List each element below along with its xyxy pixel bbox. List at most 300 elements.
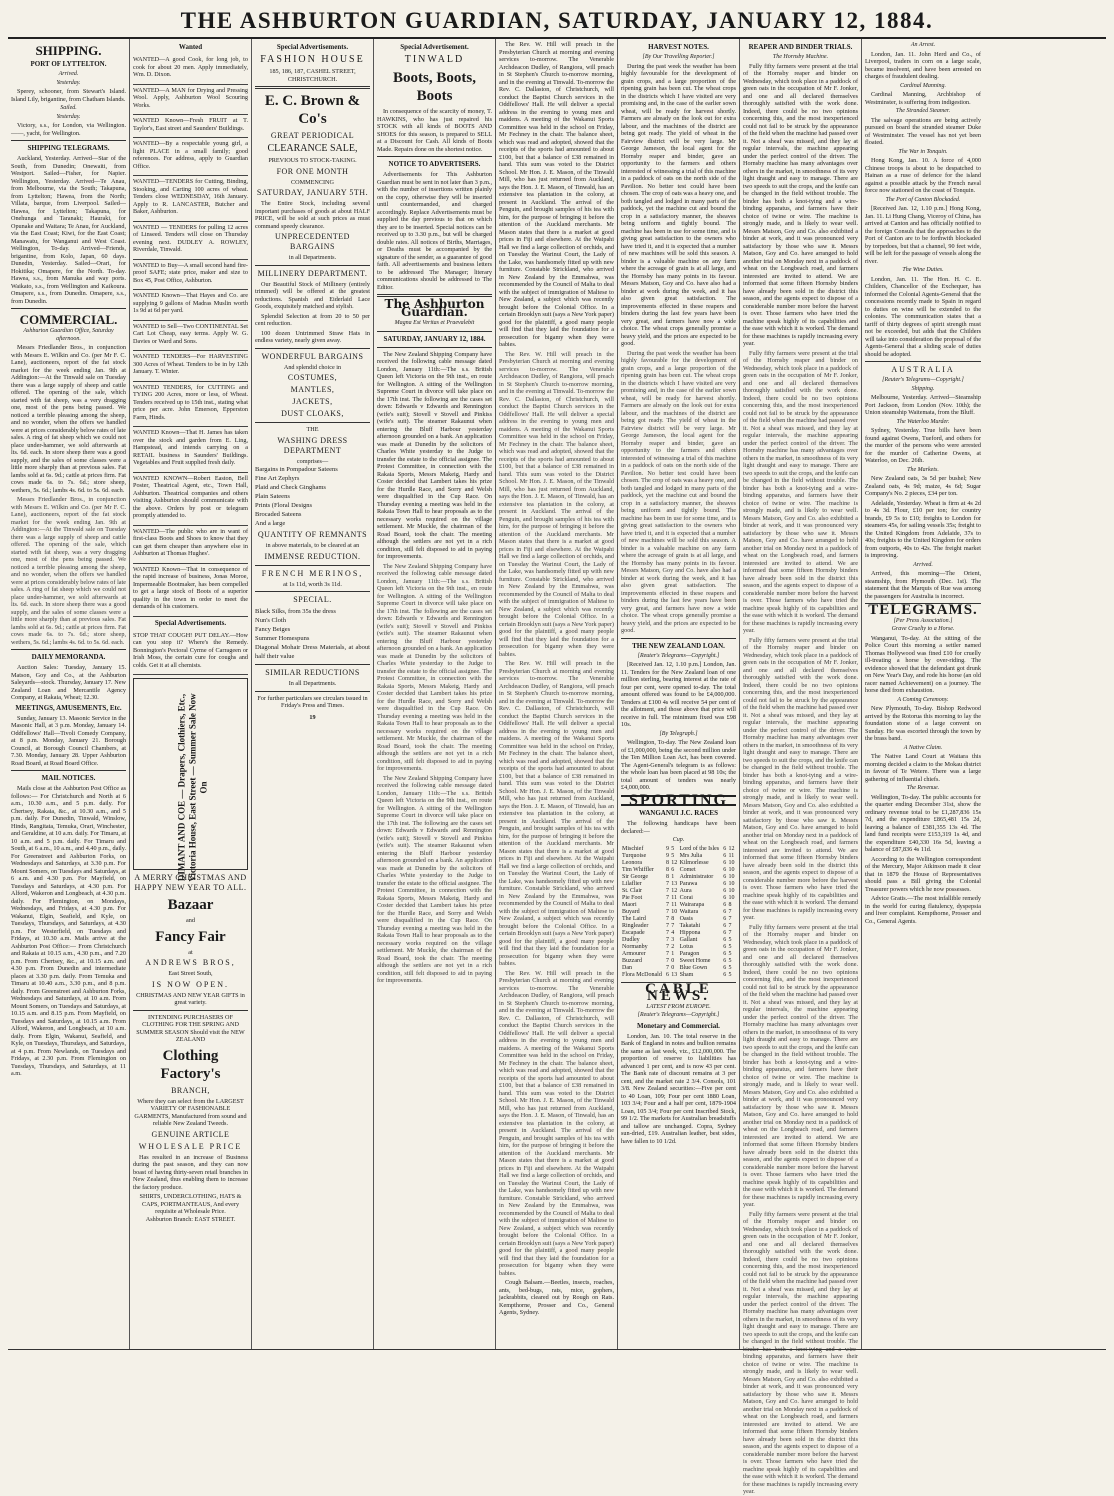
handicap-cell: 0 bbox=[671, 957, 675, 964]
local-news-body: The Rev. W. Hill will preach in the Presbyterian Church at morning and evening services to-morrow. The Venerable Archdeacon Dudley, of Rangiora, will preach in St Stephen's Church to-morrow morning, and in the evening at Tinwald. To-morrow the Rev. C. Dallaston, of Christchurch, will conduct the Baptist Church services in the Oddfellows' Hall. He will deliver a special address in the evening to young men and maidens. A meeting of the Wakanui Sports Committee was held in the school on Friday, Mr Fechney in the chair. The balance sheet, which was read and adopted, showed that the receipts of the sports had amounted to about £100, but that a balance of £38 remained in hand. This sum was voted to the District School. Mr Hon. J. E. Mason, of the Tinwald Mill, who has just returned from Auckland, says the Hon. J. E. Mason, of Tinwald, has an extensive tea plantation in the colony, at present in Auckland. The arrival of the Penguin, and brought samples of his tea with him, for the purpose of bringing it before the attention of the Auckland merchants. Mr Mason states that there is a market at good prices in Fiji and elsewhere. At the Waipahi Hall we find a large collection of orchids, and on Tuesday the Warinui Court, the Lady of the Lake, was handsomely fitted up with new furniture. Constable Strickland, who arrived in New Zealand by the Emmahwa, was recommended by the Council of Malta to deal with the subject of immigration of Maltese to New Zealand, a subject which was recently brought before the Colonial Office. In a certain Brooklyn suit (says a New York paper) good for the plaintiff, a good many people will find that they laid the foundation for a prosecution for bigamy when they were babies. bbox=[499, 41, 614, 348]
handicap-cell: 10 bbox=[671, 908, 678, 915]
arrived-heading: Arrived. bbox=[913, 561, 933, 568]
handicap-row bbox=[621, 937, 736, 944]
dimant-coe-text: DIMANT AND COE — Drapers, Clothiers, Etc., Victoria House, East Street — Summer Sale Now On bbox=[176, 693, 209, 882]
handicap-cell: 7 bbox=[665, 880, 669, 887]
east-street: East Street South, bbox=[168, 970, 213, 977]
handicap-cell: 5 bbox=[671, 845, 675, 852]
handicap-cell: 10 bbox=[728, 887, 735, 894]
special-ads-heading: Special Advertisements. bbox=[154, 618, 227, 627]
handicap-cell: 7 bbox=[728, 908, 732, 915]
handicap-cell: 6 bbox=[723, 943, 727, 950]
special-ad-heading: Special Advertisement. bbox=[400, 43, 469, 51]
handicap-cell: 10 bbox=[728, 866, 735, 873]
handicap-cell: 5 bbox=[728, 950, 732, 957]
branch-title: BRANCH, bbox=[171, 1085, 210, 1095]
clearance-sale: CLEARANCE SALE, bbox=[267, 143, 358, 154]
local-news-body-cont: The Rev. W. Hill will preach in the Presbyterian Church at morning and evening services to-morrow. The Venerable Archdeacon Dudley, of Rangiora, will preach in St Stephen's Church to-morrow morning, and in the evening at Tinwald. To-morrow the Rev. C. Dallaston, of Christchurch, will conduct the Baptist Church services in the Oddfellows' Hall. He will deliver a special address in the evening to young men and maidens. A meeting of the Wakanui Sports Committee was held in the school on Friday, Mr Fechney in the chair. The balance sheet, which was read and adopted, showed that the receipts of the sports had amounted to about £100, but that a balance of £38 remained in hand. This sum was voted to the District School. Mr Hon. J. E. Mason, of the Tinwald Mill, who has just returned from Auckland, says the Hon. J. E. Mason, of Tinwald, has an extensive tea plantation in the colony, at present in Auckland. The arrival of the Penguin, and brought samples of his tea with him, for the purpose of bringing it before the attention of the Auckland merchants. Mr Mason states that there is a market at good prices in Fiji and elsewhere. At the Waipahi Hall we find a large collection of orchids, and on Tuesday the Warinui Court, the Lady of the Lake, was handsomely fitted up with new furniture. Constable Strickland, who arrived in New Zealand by the Emmahwa, was recommended by the Council of Malta to deal with the subject of immigration of Maltese to New Zealand, a subject which was recently brought before the Colonial Office. In a certain Brooklyn suit (says a New York paper) good for the plaintiff, a good many people will find that they laid the foundation for a prosecution for bigamy when they were babies. bbox=[499, 660, 614, 967]
arrived-text: Arrived, this morning—The Orient, steamship, from Plymouth (Dec. 1st). The statement that the Marquis of Rue was among the passengers for Australia is incorrect. bbox=[865, 570, 981, 600]
intending-text: INTENDING PURCHASERS OF CLOTHING FOR THE SPRING AND SUMMER SEASON Should visit the NEW ZEALAND bbox=[136, 1013, 245, 1043]
handicap-cell: 4 bbox=[671, 929, 675, 936]
wanted-heading: Wanted bbox=[178, 43, 203, 51]
dust-cloaks: DUST CLOAKS, bbox=[281, 409, 344, 418]
handicap-cell: Leonora bbox=[622, 859, 642, 866]
in-departments: In all Departments. bbox=[288, 680, 337, 687]
handicap-cell: St. Clair bbox=[622, 887, 643, 894]
handicap-cell: 5 bbox=[671, 852, 675, 859]
commercial-heading: COMMERCIAL. bbox=[19, 312, 118, 327]
handicap-cell: 7 bbox=[728, 929, 732, 936]
cruelty-heading: Grave Cruelty to a Horse. bbox=[891, 626, 955, 632]
handicap-cell: 1 bbox=[671, 873, 675, 880]
wanted-ad: WANTED Known—That in consequence of the rapid increase of business, Jonas Moroe, Impermeable Bootmaker, has been compelled to get a large stock of Boots of a superior quality in the town in order to meet the demands of his customers. bbox=[133, 564, 248, 617]
handicap-row bbox=[621, 853, 736, 860]
the-word: THE bbox=[306, 426, 319, 433]
wanted-ad: WANTED Known—That H. James has taken over the stock and garden from E. Ling, Hampstead, and intends carrying on a RETAIL business in Saunders' Buildings. Vegetables and Fruit supplied fresh daily. bbox=[133, 427, 248, 473]
handicap-cell: 6 bbox=[723, 957, 727, 964]
handicap-cell: 6 bbox=[723, 859, 727, 866]
handicap-row bbox=[621, 846, 736, 853]
handicap-cell: 5 bbox=[728, 971, 732, 978]
handicap-cell: Ringleader bbox=[622, 922, 649, 929]
handicap-cell: Gallant bbox=[679, 936, 698, 943]
handicap-cell: 13 bbox=[671, 880, 678, 887]
reaper-text-cont: Fully fifty farmers were present at the trial of the Hornsby reaper and binder on Wednesday, which took place in a paddock of green oats in the occupation of Mr F. Jonker, and one and all declared themselves thoroughly satisfied with the work done. Indeed, there could be no two opinions concerning this, and the most inexperienced could not fail to be struck by the appearance of the field when the machine had passed over it. Not a sheaf was missed, and they lay at regular intervals, the machine appearing under the perfect control of the driver. The Hornsby machine has many advantages over others in the market, in smoothness of its very light draught and easy to manage. There are two speeds to suit the crops, and the knife can be changed in the field without trouble. The binder has both a knot-tying and a wire-binding apparatus, and farmers have their choice of twine or wire. The machine is strongly made, and is likely to wear well. Messrs Matson, Goy and Co. also exhibited a binder at work, and it was pronounced very satisfactory by those who saw it. Messrs Matson, Goy and Co. have arranged to hold another trial on Monday next in a paddock of wheat on the Longbeach road, and farmers interested are invited to attend. We are informed that some fifteen Hornsby binders have already been sold in the district this season, and the agents expect to dispose of a considerable number more before the harvest is over. Those farmers who have tried the machine speak highly of its capabilities and the ease with which it is worked. The demand for these machines is rapidly increasing every year. bbox=[743, 923, 858, 1208]
steamer-heading: The Stranded Steamer. bbox=[895, 108, 951, 114]
french-merinos: FRENCH MERINOS, bbox=[261, 568, 364, 578]
handicap-row bbox=[621, 916, 736, 923]
handicap-cell: Hippona bbox=[679, 929, 701, 936]
handicap-row bbox=[621, 965, 736, 972]
handicap-cell: Kilmorlesse bbox=[679, 859, 709, 866]
handicap-cell: Lord of the Isles bbox=[679, 845, 720, 852]
jackets: JACKETS, bbox=[292, 397, 333, 406]
sale-date: SATURDAY, JANUARY 5TH. bbox=[256, 188, 369, 197]
reaper-text: Fully fifty farmers were present at the trial of the Hornsby reaper and binder on Wednesday, which took place in a paddock of green oats in the occupation of Mr F. Jonker, and one and all declared themselves thoroughly satisfied with the work done. Indeed, there could be no two opinions concerning this, and the most inexperienced could not fail to be struck by the appearance of the field when the machine had passed over it. Not a sheaf was missed, and they lay at regular intervals, the machine appearing under the perfect control of the driver. The Hornsby machine has many advantages over others in the market, in smoothness of its very light draught and easy to manage. There are two speeds to suit the crops, and the knife can be changed in the field without trouble. The binder has both a knot-tying and a wire-binding apparatus, and farmers have their choice of twine or wire. The machine is strongly made, and is likely to wear well. Messrs Matson, Goy and Co. also exhibited a binder at work, and it was pronounced very satisfactory by those who saw it. Messrs Matson, Goy and Co. have arranged to hold another trial on Monday next in a paddock of wheat on the Longbeach road, and farmers interested are invited to attend. We are informed that some fifteen Hornsby binders have already been sold in the district this season, and the agents expect to dispose of a considerable number more before the harvest is over. Those farmers who have tried the machine speak highly of its capabilities and the ease with which it is worked. The demand for these machines is rapidly increasing every year. bbox=[743, 62, 858, 347]
cable-news-heading: CABLE NEWS. bbox=[645, 980, 712, 1004]
xmas-heading: A MERRY CHRISTMAS AND HAPPY NEW YEAR TO ALL. bbox=[134, 873, 247, 892]
revenue-text: Wellington, To-day. The public accounts for the quarter ending December 31st, show the ordinary revenue total to be £1,287,836 15s 7d, and the expenditure £865,481 15s 2d, leaving a balance of £381,355 13s 4d. The land fund receipts were £153,319 1s 4d, and the expenditure £40,330 16s 5d, leaving a balance of £87,836 4s 11d. bbox=[865, 793, 981, 853]
cruelty-text: Wanganui, To-day. At the sitting of the Police Court this morning a settler named Thomas Hollywood was fined £10 for cruelly ill-treating a horse by over-riding. The evidence showed that the defendant got drunk on New Year's Day, and rode his horse (an old racer named Achievement) on a journey. The horse died from exhaustion. bbox=[865, 634, 981, 694]
handicap-cell: 7 bbox=[728, 915, 732, 922]
column-6 bbox=[618, 39, 740, 1349]
handicap-cell: 7 bbox=[671, 922, 675, 929]
handicap-cell: Wairarapa bbox=[679, 901, 705, 908]
handicap-row bbox=[621, 902, 736, 909]
handicap-cell: 0 bbox=[671, 964, 675, 971]
handicap-cell: 1 bbox=[671, 950, 675, 957]
notice-text: Advertisements for This Ashburton Guardian must be sent in not later than 3 p.m., with the number of insertions written plainly on the copy, otherwise they will be inserted until countermanded, and charged accordingly. Replace Advertisements must be supplied the day previous to that on which they are to be inserted. Special notices can be received up to 3.30 p.m., but will be charged double rates. All notices of Births, Marriages, or Deaths must be accompanied by the signature of the sender, as a guarantee of good faith. All advertisements and business letters to be addressed The Manager; literary communications should be addressed to The Editor. bbox=[377, 171, 492, 291]
handicap-cell: Mrs Julia bbox=[679, 852, 703, 859]
wanted-ad: WANTED—The public who are in want of first-class Boots and Shoes to know that they can get them cheaper than anywhere else in Ashburton at Thomas Hughes'. bbox=[133, 526, 248, 564]
handicap-cell: Waitara bbox=[679, 908, 699, 915]
dozen-hats: 100 dozen Untrimmed Straw Hats in endless variety, nearly given away. bbox=[255, 329, 370, 344]
handicap-cell: The Laird bbox=[622, 915, 646, 922]
column-8 bbox=[862, 39, 984, 1349]
handicap-cell: 7 bbox=[665, 943, 669, 950]
handicap-cell: 9 bbox=[665, 845, 669, 852]
handicap-cell: 8 bbox=[671, 915, 675, 922]
handicap-cell: 7 bbox=[665, 894, 669, 901]
handicap-cell: 6 bbox=[723, 845, 727, 852]
advice-gratis-advt: Advice Gratis.—The most infallible remedy in the world for curing flatulency, dyspepsia and liver complaint. Kempthorne, Prosser and Co., General Agents. bbox=[865, 895, 981, 925]
handicap-cell: 7 bbox=[665, 957, 669, 964]
choice-text: And splendid choice in bbox=[283, 363, 342, 371]
handicap-cell: 2 bbox=[671, 943, 675, 950]
handicap-cell: 6 bbox=[723, 971, 727, 978]
wonderful-bargains: WONDERFUL BARGAINS bbox=[261, 351, 364, 361]
monetary-heading: Monetary and Commercial. bbox=[637, 1021, 720, 1030]
handicap-cell: 12 bbox=[671, 887, 678, 894]
handicap-row bbox=[621, 867, 736, 874]
local-news-body-cont: The Rev. W. Hill will preach in the Presbyterian Church at morning and evening services to-morrow. The Venerable Archdeacon Dudley, of Rangiora, will preach in St Stephen's Church to-morrow morning, and in the evening at Tinwald. To-morrow the Rev. C. Dallaston, of Christchurch, will conduct the Baptist Church services in the Oddfellows' Hall. He will deliver a special address in the evening to young men and maidens. A meeting of the Wakanui Sports Committee was held in the school on Friday, Mr Fechney in the chair. The balance sheet, which was read and adopted, showed that the receipts of the sports had amounted to about £100, but that a balance of £38 remained in hand. This sum was voted to the District School. Mr Hon. J. E. Mason, of the Tinwald Mill, who has just returned from Auckland, says the Hon. J. E. Mason, of Tinwald, has an extensive tea plantation in the colony, at present in Auckland. The arrival of the Penguin, and brought samples of his tea with him, for the purpose of bringing it before the attention of the Auckland merchants. Mr Mason states that there is a market at good prices in Fiji and elsewhere. At the Waipahi Hall we find a large collection of orchids, and on Tuesday the Warinui Court, the Lady of the Lake, was handsomely fitted up with new furniture. Constable Strickland, who arrived in New Zealand by the Emmahwa, was recommended by the Council of Malta to deal with the subject of immigration of Maltese to New Zealand, a subject which was recently brought before the Colonial Office. In a certain Brooklyn suit (says a New York paper) good for the plaintiff, a good many people will find that they laid the foundation for a prosecution for bigamy when they were babies. bbox=[499, 350, 614, 658]
ceremony-heading: A Coming Ceremony. bbox=[897, 696, 949, 703]
newspaper-page bbox=[8, 6, 1106, 1495]
wine-heading: The Wine Duties. bbox=[902, 267, 944, 273]
handicap-cell: Normanby bbox=[622, 943, 648, 950]
handicap-cell: Takatahi bbox=[679, 922, 701, 929]
handicap-cell: 7 bbox=[665, 915, 669, 922]
press-association: [Per Press Association.] bbox=[893, 617, 953, 624]
adelaide-text: Adelaide, Yesterday. Wheat is firm at 4s 2d to 4s 3d. Flour, £10 per ton; for country brands, £9 5s to £10; freights to London for steamers 45s, for sailing vessels 35s; freight to the United Kingdom from Adelaide, 37s to 40s; freights to the United Kingdom for orders from outports, 40s to 42s. The freight market is improving. bbox=[865, 499, 981, 559]
handicap-cell: 11 bbox=[671, 894, 678, 901]
handicap-cell: 7 bbox=[665, 936, 669, 943]
handicap-cell: 6 bbox=[723, 866, 727, 873]
commercial-text: Messrs Friedlander Bros., in conjunction with Messrs E. Wilkin and Co. (per Mr F. C. Lane), auctioneers, report of the fat stock market for the week ending Jan. 9th at Addington:—At the Tinwald sale on Tuesday there was a large supply of sheep and cattle offered. The opening of the sale, which started with fat sheep, was a very dragging one, most of the pens being passed. We noticed a terrible pleasing among the sheep, and no wonder, when the offers we handled were at prices considerably below rates of late sales. A ring of fat sheep which we could not place under-hammer, we sold afterwards at lts. 6d. each. In store sheep there was a good supply, and the sales of some classes were a little more sharply than at previous sales. Fat lambs sold at 6s. 9d.; cattle at prices firm. Fat cows made 6s. to 7s. 6d.; store sheep, wethers, 5s. 6d.; lambs 4s. 6d. to 5s. 6d. each. bbox=[11, 344, 126, 494]
in-all-depts: in all Departments. bbox=[288, 254, 337, 261]
handicap-cell: 6 bbox=[665, 971, 669, 978]
memoranda-text: Auction Sales: Tuesday, January 15. Matson, Goy and Co., at the Ashburton Saleyards—stock. Thursday, January 17. New Zealand Loan and Mercantile Agency Company, at Rakaia, Wheat; 12.30. bbox=[11, 664, 126, 701]
editorial-date: SATURDAY, JANUARY 12, 1884. bbox=[383, 334, 486, 343]
wash-item: Prints (Floral Designs bbox=[255, 502, 313, 509]
reaper-text-cont: Fully fifty farmers were present at the trial of the Hornsby reaper and binder on Wednesday, which took place in a paddock of green oats in the occupation of Mr F. Jonker, and one and all declared themselves thoroughly satisfied with the work done. Indeed, there could be no two opinions concerning this, and the most inexperienced could not fail to be struck by the appearance of the field when the machine had passed over it. Not a sheaf was missed, and they lay at regular intervals, the machine appearing under the perfect control of the driver. The Hornsby machine has many advantages over others in the market, in smoothness of its very light draught and easy to manage. There are two speeds to suit the crops, and the knife can be changed in the field without trouble. The binder has both a knot-tying and a wire-binding apparatus, and farmers have their choice of twine or wire. The machine is strongly made, and is likely to wear well. Messrs Matson, Goy and Co. also exhibited a binder at work, and it was pronounced very satisfactory by those who saw it. Messrs Matson, Goy and Co. have arranged to hold another trial on Monday next in a paddock of wheat on the Longbeach road, and farmers interested are invited to attend. We are informed that some fifteen Hornsby binders have already been sold in the district this season, and the agents expect to dispose of a considerable number more before the harvest is over. Those farmers who have tried the machine speak highly of its capabilities and the ease with which it is worked. The demand for these machines is rapidly increasing every year. bbox=[743, 349, 858, 634]
manning-heading: Cardinal Manning. bbox=[899, 82, 947, 89]
telegraph-text: Wellington, To-day. The New Zealand loan of £1,000,000, being the second million under the Ten Million Loan Act, has been covered. The Agent-General's telegram is as follows: the whole loan has been placed at 98 10s; the total amount of tenders was nearly £4,000,000. bbox=[621, 739, 736, 791]
column-1 bbox=[8, 39, 130, 1349]
races-intro: The following handicaps have been declared:— bbox=[621, 820, 736, 835]
handicap-row bbox=[621, 874, 736, 881]
handicap-cell: 6 bbox=[723, 915, 727, 922]
australia-heading: AUSTRALIA bbox=[891, 365, 955, 374]
handicap-row bbox=[621, 923, 736, 930]
arrived-text: Sperey, schooner, from Stewart's Island. Island Lily, brigantine, from Chatham Islands. bbox=[11, 88, 126, 103]
telegraph-heading: [By Telegraph.] bbox=[659, 730, 698, 737]
wholesale-text: Has resulted in an increase of Business during the past season, and they can now boast of having thirty-seven retail branches in New Zealand, thus enabling them to increase the factory produce. bbox=[133, 1153, 248, 1191]
wash-item: Fine Art Zephyrs bbox=[255, 475, 300, 482]
reaper-text-cont: Fully fifty farmers were present at the trial of the Hornsby reaper and binder on Wednesday, which took place in a paddock of green oats in the occupation of Mr F. Jonker, and one and all declared themselves thoroughly satisfied with the work done. Indeed, there could be no two opinions concerning this, and the most inexperienced could not fail to be struck by the appearance of the field when the machine had passed over it. Not a sheaf was missed, and they lay at regular intervals, the machine appearing under the perfect control of the driver. The Hornsby machine has many advantages over others in the market, in smoothness of its very light draught and easy to manage. There are two speeds to suit the crops, and the knife can be changed in the field without trouble. The binder has both a knot-tying and a wire-binding apparatus, and farmers have their choice of twine or wire. The machine is strongly made, and is likely to wear well. Messrs Matson, Goy and Co. also exhibited a binder at work, and it was pronounced very satisfactory by those who saw it. Messrs Matson, Goy and Co. have arranged to hold another trial on Monday next in a paddock of wheat on the Longbeach road, and farmers interested are invited to attend. We are informed that some fifteen Hornsby binders have already been sold in the district this season, and the agents expect to dispose of a considerable number more before the harvest is over. Those farmers who have tried the machine speak highly of its capabilities and the ease with which it is worked. The demand for these machines is rapidly increasing every year. bbox=[743, 1210, 858, 1495]
sporting-heading: SPORTING bbox=[621, 795, 736, 807]
handicap-cell: Parawa bbox=[679, 880, 698, 887]
cable-sub: LATEST FROM EUROPE. bbox=[646, 1003, 711, 1010]
handicap-row bbox=[621, 881, 736, 888]
handicap-cell: Buzzard bbox=[622, 957, 642, 964]
commencing: COMMENCING bbox=[291, 178, 334, 186]
nz-loan-heading: THE NEW ZEALAND LOAN. bbox=[632, 641, 725, 650]
reaper-sub: The Hornsby Machine. bbox=[772, 54, 829, 60]
millinery-heading: MILLINERY DEPARTMENT. bbox=[257, 268, 368, 278]
handicap-cell: Armourer bbox=[622, 950, 646, 957]
handicap-cell: Maori bbox=[622, 901, 637, 908]
column-5 bbox=[496, 39, 618, 1349]
sailed-text: Victory, s.s., for London, via Wellington. ——, yacht, for Wellington. bbox=[11, 122, 126, 137]
handicap-cell: 6 bbox=[723, 887, 727, 894]
handicap-cell: 6 bbox=[723, 929, 727, 936]
handicap-cell: Pie Foot bbox=[622, 894, 643, 901]
previous-stocktaking: PREVIOUS TO STOCK-TAKING. bbox=[268, 157, 357, 164]
tonquin-heading: The War in Tonquin. bbox=[898, 148, 948, 155]
handicap-cell: 7 bbox=[665, 887, 669, 894]
handicap-cell: 7 bbox=[665, 950, 669, 957]
harvest-notes-heading: HARVEST NOTES. bbox=[648, 43, 709, 51]
wanted-ad: WANTED—A good Cook, for long job, to cook for about 20 men. Apply immediately, Wm. D. Dixon. bbox=[133, 54, 248, 85]
handicap-cell: Turquoise bbox=[622, 852, 647, 859]
native-claim-text: The Native Land Court at Waitara this morning decided a claim to the Mokau district in favour of Te Wetere. There was a large gathering of influential chiefs. bbox=[865, 753, 981, 783]
handicap-cell: Lotus bbox=[679, 943, 694, 950]
handicap-cell: 6 bbox=[723, 922, 727, 929]
shirts-text: SHIRTS, UNDERCLOTHING, HATS & CAPS, PORTMANTEAUS, And every requisite at Wholesale Price. bbox=[139, 1193, 242, 1215]
handicap-cell: 8 bbox=[665, 859, 669, 866]
arrest-text: London, Jan. 11. John Herd and Co., of Liverpool, traders in corn on a large scale, became insolvent, and have been arrested on charges of fraudulent dealing. bbox=[865, 50, 981, 80]
handicap-cell: 7 bbox=[665, 922, 669, 929]
handicap-cell: 7 bbox=[665, 929, 669, 936]
steamer-text: The salvage operations are being actively pursued on board the stranded steamer Duke of Westminster. The vessel has not yet been floated. bbox=[865, 116, 981, 146]
branch-address: Ashburton Branch: EAST STREET. bbox=[145, 1215, 236, 1223]
splendid-text: Splendid Selection at from 20 to 50 per cent reduction. bbox=[255, 312, 370, 327]
wanted-ad: WANTED — TENDERS for pulling 12 acres of Linseed. Tenders will close on Thursday evening next. DUDLEY A. ROWLEY, Riverdale, Tinwald. bbox=[133, 222, 248, 260]
handicap-row bbox=[621, 951, 736, 958]
handicap-row bbox=[621, 860, 736, 867]
handicap-cell: 13 bbox=[671, 971, 678, 978]
reduction-text: in above materials, to be cleared at an bbox=[265, 542, 360, 549]
handicap-cell: 6 bbox=[723, 908, 727, 915]
now-open: IS NOW OPEN. bbox=[152, 979, 229, 989]
tonquin-text: Hong Kong, Jan. 10. A force of 4,000 Chinese troops is about to be despatched to Hainan as a ruse of defence for the island against a possible attack by the French naval force now stationed on the coast of Tonquin. bbox=[865, 157, 981, 194]
handicap-cell: 6 bbox=[723, 901, 727, 908]
wash-item: Plaid and Check Ginghams bbox=[255, 484, 326, 491]
special-item: Nun's Cloth bbox=[255, 617, 286, 624]
branch-text: Where they can select from the LARGEST VARIETY OF FASHIONABLE GARMENTS, Manufactured from sound and reliable New Zealand Tweeds. bbox=[134, 1097, 247, 1127]
handicap-cell: 8 bbox=[728, 901, 732, 908]
telegrams-heading: TELEGRAMS. bbox=[868, 602, 978, 618]
handicap-cell: 12 bbox=[671, 859, 678, 866]
mantles: MANTLES, bbox=[290, 385, 335, 394]
sailed-day: Yesterday. bbox=[56, 113, 81, 120]
port-heading: PORT OF LYTTELTON. bbox=[30, 60, 107, 68]
handicap-cell: Blue Gown bbox=[679, 964, 708, 971]
handicap-cell: 7 bbox=[665, 908, 669, 915]
mail-notices-text: Mails close at the Ashburton Post Office as follows:— For Christchurch and North at 6 a.m., 10.30 a.m., and 5 p.m. daily. For Chertsey, Rakaia, &c., at 10.30 a.m., and 5 p.m. daily. For Dunedin, Tinwald, Winslow, Hinds, Rangitata, Temuka, Orari, Winchester, and Geraldine, at 10 a.m. daily. For Timaru, at 10 a.m. and 5 p.m. daily. For Timaru and South, at 6 a.m., 10 a.m., and 4.40 p.m., daily. For Greenstreet and Ashburton Forks, on Wednesdays and Saturdays, at 3.30 p.m. For Mount Somers, on Tuesdays and Saturdays, at 6 a.m. and 4.30 p.m. For Mayfield, on Tuesdays and Saturdays, at 4.30 p.m. For Alford, Wakeron and Longbeach, at 4.30 p.m. daily. For Flemington, on Mondays, Wednesdays, and Fridays, at 4.30 p.m. For Wakanui, Elgin, Seafield, and Kyle, on Tuesdays, Thursdays, and Saturdays, at 4.30 p.m. For Westerfield, on Tuesdays and Fridays, at 10.30 a.m. Mails arrive at the Ashburton Post Office:— From Christchurch and Rakaia at 10.15 a.m., 4.30 p.m., and 7.20 p.m. From Chertsey, &c., at 10.15 a.m. and 4.30 p.m. From Dunedin and intermediate places at 3.30 p.m. daily. From Temuka and Timaru at 10.40 a.m., 3.30 p.m., and 8 p.m. daily. From Greenstreet and Ashburton Forks, Wednesdays and Saturdays, at 10 a.m. From Mount Somers, on Tuesdays and Saturdays, at 10.15 a.m. and 8.15 p.m. From Mayfield, on Tuesdays and Saturdays, at 10.15 a.m. From Alford, Wakeron, and Longbeach, at 10 a.m. daily. From Elgin, Wakanui, Seafield, and Kyle, on Tuesdays, Thursdays, and Saturdays, at 4 p.m. From Newlands, on Tuesdays and Fridays, at 2.30 p.m. From Flemington on Tuesdays, Thursdays, and Saturdays, at 11 a.m. bbox=[11, 785, 126, 1077]
boots-text: In consequence of the scarcity of money, T. HAWKINS, who has just repaired his STOCK with all kinds of BOOTS AND SHOES for this season, is prepared to SELL at a Discount for Cash. All kinds of Boots Made. Repairs done on the shortest notice. bbox=[377, 108, 492, 153]
manning-text: Cardinal Manning, Archbishop of Westminster, is suffering from indigestion. bbox=[865, 91, 981, 106]
circulars-text: For further particulars see circulars issued in Friday's Press and Times. bbox=[257, 694, 368, 709]
similar-reductions: SIMILAR REDUCTIONS bbox=[265, 668, 360, 677]
arrest-heading: An Arrest. bbox=[910, 42, 936, 48]
arrived-day: Yesterday. bbox=[56, 79, 81, 86]
columns bbox=[8, 39, 1106, 1495]
column-3 bbox=[252, 39, 374, 1349]
wanted-ad: WANTED TENDERS—For HARVESTING 300 Acres of Wheat. Tenders to be in by 12th January. T. Winter. bbox=[133, 351, 248, 382]
handicap-cell: 11 bbox=[671, 901, 678, 908]
handicap-cell: Administrator bbox=[679, 873, 714, 880]
handicap-cell: 9 bbox=[665, 852, 669, 859]
handicap-cell: Sir George bbox=[622, 873, 649, 880]
handicap-row bbox=[621, 888, 736, 895]
handicap-cell: Corai bbox=[679, 894, 693, 901]
daily-memoranda-heading: DAILY MEMORANDA. bbox=[31, 653, 106, 661]
canton-heading: The Port of Canton Blockaded. bbox=[885, 196, 961, 203]
australia-sub: [Reuter's Telegrams—Copyright.] bbox=[882, 377, 964, 383]
reaper-trials-heading: REAPER AND BINDER TRIALS. bbox=[748, 43, 853, 51]
shipping-telegrams-text: Auckland, Yesterday. Arrived—Star of the South, from Dunedin; Onewaiti, from Westport. Sailed—Fisher, for Napier. Wellington, Yesterday. Arrived—Te Anau, from Melbourne, via the South; Takapuna, from Lyttelton; Hawea, from the North; Villata, barque, from Liverpool. Sailed—Hawea, for Lyttelton; Takapuna, for Onehunga and Taranaki; Hauraki, for Opunake and Waitara; Te Anau, for Auckland, via the East Coast; Kiwi, for the East Coast; Manawatu, for Wanganui and West Coast. Wellington, To-day. Arrived—Friends, brigantine, from Kolo, Japan, 60 days. Dunedin, Yesterday. Sailed—Orari, for Hokitika; Omapere, for the North. To-day. Hawea, s.s., from Manuka and way ports. Waikato, s.s., from Wellington and Kaikoura. Omapere, s.s., from Dunedin. Omapere, s.s., from Dunedin. bbox=[11, 155, 126, 305]
handicap-cell: 5 bbox=[728, 936, 732, 943]
handicap-cell: Lilaflier bbox=[622, 880, 642, 887]
wash-item: Plain Sateens bbox=[255, 493, 290, 500]
handicap-cell: Sham bbox=[679, 971, 694, 978]
handicap-row bbox=[621, 909, 736, 916]
page-number: 19 bbox=[309, 713, 316, 721]
cable-sub2: [Reuter's Telegrams—Copyright.] bbox=[637, 1012, 720, 1018]
handicap-cell: Tim Whiffler bbox=[622, 866, 654, 873]
boots-title: Boots, Boots, Boots bbox=[393, 70, 476, 104]
editorial-body-cont: The New Zealand Shipping Company have received the following cable message dated London, January 11th:—The s.s. British Queen left Victoria on the 9th inst., en route for Wellington. A sitting of the Wellington Supreme Court in divorce will take place on the 17th inst. The following are the cases set down: Edwards v Edwards and Rennington (wife's suit); Stovell v Stovell and Pinkiss (wife's suit). The steamer Rakaunui when entering the Bluff Harbour yesterday afternoon grounded on a bank. An application was made at Dunedin by the solicitors of Charles White yesterday to the Judge to transfer the estate to the official assignee. The Protest Committee, in connection with the Rakaia Sports, Messrs Makeig, Hardy and Coster decided that Lambert takes his prize for the Hurdle Race, and Sorry and Welsh were disqualified in the Cup Race. On Thursday evening a meeting was held in the Rakaia Town Hall to hear proposals as to the necessary works required on the village settlement. Mr Muckle, the chairman of the Road Board, took the chair. The meeting although the settlers are not yet in a rich condition, still felt disposed to aid in paying for improvements. bbox=[377, 774, 492, 984]
special-item: Diagonal Mohair Dress Materials, at about half their value bbox=[255, 644, 370, 660]
andrews-bros: ANDREWS BROS, bbox=[145, 958, 236, 967]
special-ads-heading: Special Advertisements. bbox=[276, 43, 349, 51]
handicap-table bbox=[621, 846, 736, 979]
handicap-cell: Oasis bbox=[679, 915, 693, 922]
handicap-cell: 5 bbox=[728, 957, 732, 964]
xmas-goods: CHRISTMAS AND NEW YEAR GIFTS in great variety. bbox=[136, 991, 245, 1006]
washing-dept: WASHING DRESS DEPARTMENT bbox=[277, 435, 348, 455]
wanted-ad: WANTED—TENDERS for Cutting, Binding, Stooking, and Carting 100 acres of wheat. Tenders close WEDNESDAY, 16th January. Apply to R. LANCASTER, Butcher and Baker, Ashburton. bbox=[133, 176, 248, 222]
column-4 bbox=[374, 39, 496, 1349]
handicap-row bbox=[621, 972, 736, 979]
wash-item: And a large bbox=[255, 520, 286, 527]
column-7 bbox=[740, 39, 862, 1495]
handicap-cell: 7 bbox=[728, 922, 732, 929]
native-claim-heading: A Native Claim. bbox=[903, 744, 943, 751]
bazaar-title: Bazaar bbox=[167, 897, 214, 913]
handicap-cell: 7 bbox=[665, 964, 669, 971]
reaper-text-cont: Fully fifty farmers were present at the trial of the Hornsby reaper and binder on Wednesday, which took place in a paddock of green oats in the occupation of Mr F. Jonker, and one and all declared themselves thoroughly satisfied with the work done. Indeed, there could be no two opinions concerning this, and the most inexperienced could not fail to be struck by the appearance of the field when the machine had passed over it. Not a sheaf was missed, and they lay at regular intervals, the machine appearing under the perfect control of the driver. The Hornsby machine has many advantages over others in the market, in smoothness of its very light draught and easy to manage. There are two speeds to suit the crops, and the knife can be changed in the field without trouble. The binder has both a knot-tying and a wire-binding apparatus, and farmers have their choice of twine or wire. The machine is strongly made, and is likely to wear well. Messrs Matson, Goy and Co. also exhibited a binder at work, and it was pronounced very satisfactory by those who saw it. Messrs Matson, Goy and Co. have arranged to hold another trial on Monday next in a paddock of wheat on the Longbeach road, and farmers interested are invited to attend. We are informed that some fifteen Hornsby binders have already been sold in the district this season, and the agents expect to dispose of a considerable number more before the harvest is over. Those farmers who have tried the machine speak highly of its capabilities and the ease with which it is worked. The demand for these machines is rapidly increasing every year. bbox=[743, 636, 858, 921]
handicap-row bbox=[621, 930, 736, 937]
handicap-cell: 5 bbox=[728, 964, 732, 971]
commercial-sub: Ashburton Guardian Office, Saturday afternoon. bbox=[23, 328, 114, 342]
handicap-cell: 10 bbox=[728, 894, 735, 901]
wine-text: London, Jan. 11. The Hon. H. C. E. Childers, Chancellor of the Exchequer, has informed the Colonial Agents-General that the concessions recently made to Spain in regard to duties on wine will be extended to the colonies. The communication states that a tariff of thirty degrees of spirit strength must not be exceeded, but adds that the Childers will take into consideration the proposal of the Agents-General that a sliding scale of duties should be adopted. bbox=[865, 275, 981, 358]
canton-text: [Received Jan. 12, 1.10 p.m.] Hong Kong, Jan. 11. Li Hung Chang, Viceroy of China, has arrived at Canton and has officially notified to the foreign Consuls that the approaches to the Port of Canton are to be forthwith blockaded by torpedoes, but that a channel, 90 feet wide, will be left for the passage of vessels along the river. bbox=[865, 205, 981, 265]
wanted-ad: WANTED to Sell—Two CONTINENTAL Set Cart Lot Cheap, easy terms. Apply W. G. Davies or Ward and Sons. bbox=[133, 321, 248, 352]
special-item: Fancy Beiges bbox=[255, 626, 291, 633]
handicap-cell: Dan bbox=[622, 964, 632, 971]
handicap-cell: 6 bbox=[723, 950, 727, 957]
markets-heading: The Markets. bbox=[907, 466, 939, 473]
dimant-coe-ad bbox=[133, 678, 248, 882]
handicap-cell: Aura bbox=[679, 887, 692, 894]
special-heading: SPECIAL. bbox=[293, 595, 332, 604]
immense-reduction: IMMENSE REDUCTION. bbox=[264, 551, 361, 561]
handicap-row bbox=[621, 958, 736, 965]
handicap-cell: Flora McDonald bbox=[622, 971, 662, 978]
meetings-heading: MEETINGS, AMUSEMENTS, Etc. bbox=[15, 703, 122, 712]
handicap-cell: 10 bbox=[728, 873, 735, 880]
wanted-ad: WANTED KNOWN—Robert Easton, Bell Poster, Theatrical Agent, etc., Town Hall, Ashburton. Theatrical companies and others visiting Ashburton should communicate with the above. Orders by post or telegram promptly attended to. bbox=[133, 473, 248, 526]
handicap-cell: Paragon bbox=[679, 950, 700, 957]
arrived-heading: Arrived. bbox=[58, 71, 79, 77]
handicap-cell: 6 bbox=[723, 852, 727, 859]
cable-text: London, Jan. 10. The total reserve in the Bank of England in notes and bullion remains the same as last week, viz., £12,000,000. The proportion of reserve to liabilities has advanced 1 per cent, and is now 43 per cent. The Bank rate of discount remains at 3 per cent, and the market rate 2 3/4. Consols, 101 3/8. New Zealand securities:—Five per cent to 40 Loan, 109; Four per cent 1880 Loan, 103 3/4; Four and a half per cent, 1879-1904 Loan, 105 3/4; Four per cent Inscribed Stock, 99 1/2. The markets for Australian breadstuffs and tallow are unchanged. Copra, Sydney sun-dried, £19. Australian leather, best sides, have fallen to 10 1/2d. bbox=[621, 1032, 736, 1145]
merinos-price: at 1s 11d, worth 3s 11d. bbox=[283, 580, 342, 588]
bazaar-at: at bbox=[188, 948, 193, 956]
aus-shipping-heading: Shipping. bbox=[911, 385, 935, 392]
handicap-row bbox=[621, 944, 736, 951]
cup-heading: Cup. bbox=[672, 837, 685, 843]
bazaar-and: and bbox=[186, 917, 195, 924]
handicap-cell: 8 bbox=[665, 873, 669, 880]
handicap-cell: 3 bbox=[671, 936, 675, 943]
handicap-cell: 10 bbox=[728, 880, 735, 887]
handicap-cell: Sweet Home bbox=[679, 957, 711, 964]
special-item: Summer Homespuns bbox=[255, 635, 310, 642]
shipping-telegrams-heading: SHIPPING TELEGRAMS. bbox=[27, 144, 110, 152]
wanted-ad: WANTED—By a respectable young girl, a light PLACE in a small family; good references. For address, apply to Guardian Office. bbox=[133, 138, 248, 176]
handicap-cell: Mischief bbox=[622, 845, 644, 852]
nz-loan-sub: [Reuter's Telegrams—Copyright.] bbox=[637, 652, 720, 659]
handicap-cell: Dudley bbox=[622, 936, 640, 943]
guardian-motto: Magna Est Veritas et Praevalebit bbox=[394, 320, 475, 326]
meetings-text: Sunday, January 13. Masonic Service in the Masonic Hall, at 3 p.m. Monday, January 14. Oddfellows' Hall—Tivoli Comedy Company, at 8 p.m. Monday, January 21. Borough Council, at Borough Council Chambers, at 7.30. Monday, January 28. Upper Ashburton Road Board, at Road Board Office. bbox=[11, 714, 126, 767]
handicap-row bbox=[621, 895, 736, 902]
handicap-cell: 5 bbox=[728, 943, 732, 950]
waterloo-heading: The Waterloo Murder. bbox=[896, 418, 950, 425]
rough-on-rats-advt: Cough Balsam.—Beetles, insects, roaches, ants, bed-bugs, rats, mice, gophers, jackrabbits, cleared out by Rough on Rats. Kempthorne, Prosser and Co., General Agents, Sydney. bbox=[499, 1279, 614, 1316]
ceremony-text: New Plymouth, To-day. Bishop Redwood arrived by the Rotorua this morning to lay the foundation stone of a large convent on Sunday. He was escorted through the town by the brass band. bbox=[865, 705, 981, 742]
millinery-text: Our Beautiful Stock of Millinery (entirely trimmed) will be offered at the greatest reductions. Spanish and Eiderlaid Lace Goods, exquisitely matched and stylish. bbox=[255, 280, 370, 310]
masthead: THE ASHBURTON GUARDIAN, SATURDAY, JANUARY 12, 1884. bbox=[8, 6, 1106, 39]
column-2 bbox=[130, 39, 252, 1349]
nz-loan-text: [Received Jan. 12, 1.10 p.m.] London, Jan. 11. Tenders for the New Zealand loan of one million sterling, bearing interest at the rate of four per cent, were opened to-day. The total amount offered was found to be £4,000,000. Tenders at £100 4s will receive 54 per cent of the allotment, and those above that price will receive in full. The minimum fixed was £98 10s. bbox=[621, 661, 736, 728]
costumes: COSTUMES, bbox=[287, 373, 338, 382]
handicap-cell: 11 bbox=[728, 852, 735, 859]
fancy-fair-title: Fancy Fair bbox=[155, 928, 226, 945]
wash-item: Brocaded Sateens bbox=[255, 511, 302, 518]
brown-firm-name: E. C. Brown & Co's bbox=[264, 93, 361, 127]
editorial-body-cont: The New Zealand Shipping Company have received the following cable message dated London, January 11th:—The s.s. British Queen left Victoria on the 9th inst., en route for Wellington. A sitting of the Wellington Supreme Court in divorce will take place on the 17th inst. The following are the cases set down: Edwards v Edwards and Rennington (wife's suit); Stovell v Stovell and Pinkiss (wife's suit). The steamer Rakaunui when entering the Bluff Harbour yesterday afternoon grounded on a bank. An application was made at Dunedin by the solicitors of Charles White yesterday to the Judge to transfer the estate to the official assignee. The Protest Committee, in connection with the Rakaia Sports, Messrs Makeig, Hardy and Coster decided that Lambert takes his prize for the Hurdle Race, and Sorry and Welsh were disqualified in the Cup Race. On Thursday evening a meeting was held in the Rakaia Town Hall to hear proposals as to the necessary works required on the village settlement. Mr Muckle, the chairman of the Road Board, took the chair. The meeting although the settlers are not yet in a rich condition, still felt disposed to aid in paying for improvements. bbox=[377, 562, 492, 772]
unprecedented: UNPRECEDENTED BARGAINS bbox=[275, 232, 350, 251]
cashel-address: 185, 186, 187, CASHEL STREET, bbox=[269, 68, 356, 75]
wanted-ad: WANTED Known—That Hayes and Co. are supplying 9 gallons of Madras Muslin worth 1s 9d at 6d per yard. bbox=[133, 290, 248, 321]
wanted-ad: WANTED Known—Fresh FRUIT at T. Taylor's, East street and Saunders' Buildings. bbox=[133, 115, 248, 138]
handicap-cell: 10 bbox=[728, 859, 735, 866]
handicap-cell: 6 bbox=[723, 936, 727, 943]
handicap-cell: 6 bbox=[671, 866, 675, 873]
genuine-article: GENUINE ARTICLE bbox=[151, 1129, 230, 1139]
fashion-house: FASHION HOUSE bbox=[260, 54, 365, 65]
cough-ad: STOP THAT COUGH! PUT DELAY.—How can you stop it? Where's the Remedy. Bonnington's Pectoral Cyrme of Carrageen or Irish Moss, the certain cure for coughs and colds. Get it at all chemists. bbox=[133, 630, 248, 676]
tinwald-heading: TINWALD bbox=[404, 54, 465, 65]
waterloo-text: Sydney, Yesterday. True bills have been found against Owens, Tueford, and others for the murder of the persons who were arrested for the murder of Catherine Owens, at Waterloo, on Dec. 26th. bbox=[865, 427, 981, 464]
handicap-cell: Escapade bbox=[622, 929, 645, 936]
mail-notices-heading: MAIL NOTICES. bbox=[41, 774, 96, 782]
harvest-text-cont: During the past week the weather has been highly favourable for the development of grain crops, and a large proportion of the ripening grain has been cut. The wheat crops in the districts which I have visited are very promising and, in the case of the earlier sown wheat, will be ready for harvest shortly. Farmers are already on the look out for extra labour, and the machines of the district are being got ready. The yield of wheat in the Fairview district will be very large. Mr George Jameson, the local agent for the Hornsby reaper and binder, gave an opportunity to the farmers and others interested of witnessing a trial of this machine in a paddock of oats on the north side of the Pavilion. No better test could have been chosen. The crop of oats was a heavy one, and both tangled and lodged in many parts of the paddock, yet the machine cut and bound the crop in a satisfactory manner, the sheaves being uniform and tightly bound. The machine has been in use for some time, and is giving great satisfaction to the owners who have tried it, and it is expected that a number of new machines will be sold this season. A binder is a valuable machine on any farm where the acreage of grain is at all large, and the Hornsby has many points in its favour. Messrs Matson, Goy and Co. have also had a binder at work during the week, and it has also given great satisfaction. The improvements effected in these reapers and binders during the last few years have been very great, and farmers have now a wide choice. The wheat crops generally promise a heavy yield, and the prices are expected to be good. bbox=[621, 349, 736, 634]
quantity-remnants: QUANTITY OF REMNANTS bbox=[257, 530, 368, 539]
offer-text: The Entire Stock, including several important purchases of goods at about HALF PRICE, will be sold at such prices as must command speedy clearance. bbox=[255, 200, 370, 230]
wanted-ad: WANTED to Buy—A small second hand fire-proof SAFE; state price, maker and size to Box 45, Post Office, Ashburton. bbox=[133, 260, 248, 291]
for-one-month: FOR ONE MONTH bbox=[276, 166, 349, 176]
nineteenth-century-text: According to the Wellington correspondent of the Mercury, Major Atkinson made it clear that in 1879 the House of Representatives should pass a Bill giving the Colonial Treasurer powers which he now possesses. bbox=[865, 855, 981, 893]
handicap-cell: 12 bbox=[728, 845, 735, 852]
handicap-cell: 6 bbox=[723, 894, 727, 901]
